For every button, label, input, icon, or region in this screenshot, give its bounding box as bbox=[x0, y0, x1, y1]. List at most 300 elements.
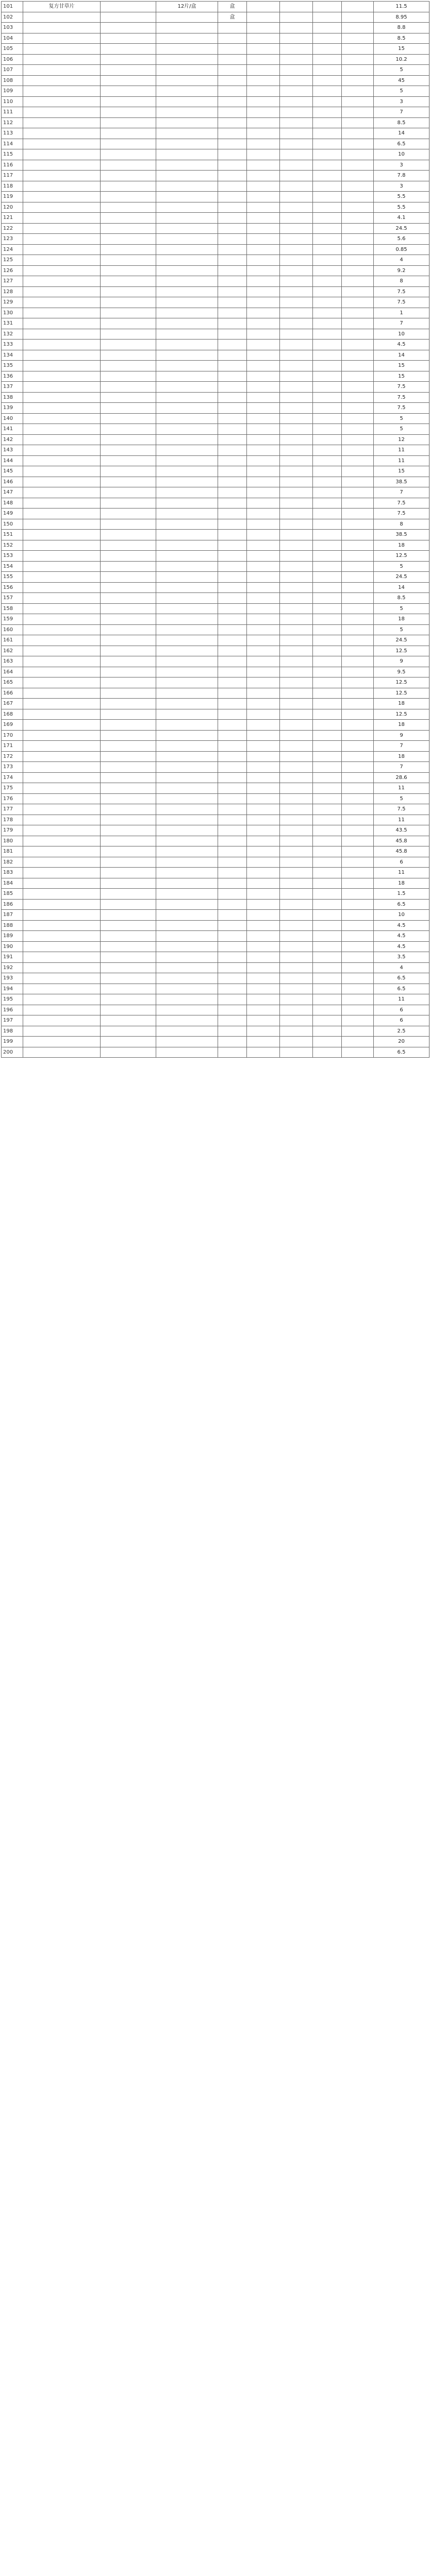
blank-cell bbox=[342, 910, 374, 921]
blank-cell bbox=[342, 593, 374, 604]
product-pack bbox=[156, 530, 218, 540]
product-manufacturer bbox=[247, 572, 280, 583]
product-manufacturer bbox=[247, 202, 280, 213]
product-manufacturer bbox=[247, 213, 280, 224]
blank-cell bbox=[342, 868, 374, 878]
table-row bbox=[2, 12, 429, 23]
product-spec bbox=[101, 340, 156, 350]
product-name bbox=[23, 762, 101, 773]
product-manufacturer bbox=[247, 434, 280, 445]
product-spec bbox=[101, 213, 156, 224]
product-name bbox=[23, 593, 101, 604]
product-manufacturer bbox=[247, 96, 280, 107]
blank-cell bbox=[342, 244, 374, 255]
product-manufacturer bbox=[247, 234, 280, 245]
product-pack bbox=[156, 276, 218, 287]
product-name bbox=[23, 65, 101, 76]
blank-cell bbox=[342, 413, 374, 424]
table-row bbox=[2, 836, 429, 846]
product-name bbox=[23, 646, 101, 656]
product-pack bbox=[156, 244, 218, 255]
row-number: 111 bbox=[2, 107, 23, 118]
table-row bbox=[2, 1015, 429, 1026]
product-name bbox=[23, 899, 101, 910]
blank-cell bbox=[280, 413, 313, 424]
blank-cell bbox=[342, 1047, 374, 1058]
product-price: 5.5 bbox=[374, 192, 429, 202]
blank-cell bbox=[280, 498, 313, 509]
row-number: 106 bbox=[2, 54, 23, 65]
table-row bbox=[2, 181, 429, 192]
row-number: 121 bbox=[2, 213, 23, 224]
row-number: 161 bbox=[2, 635, 23, 646]
product-spec bbox=[101, 793, 156, 804]
blank-cell bbox=[342, 107, 374, 118]
product-price: 9 bbox=[374, 730, 429, 741]
table-row bbox=[2, 23, 429, 33]
product-manufacturer bbox=[247, 244, 280, 255]
blank-cell bbox=[280, 65, 313, 76]
product-manufacturer bbox=[247, 498, 280, 509]
blank-cell bbox=[313, 593, 342, 604]
blank-cell bbox=[280, 857, 313, 868]
blank-cell bbox=[280, 44, 313, 55]
product-pack bbox=[156, 149, 218, 160]
blank-cell bbox=[342, 941, 374, 952]
product-spec bbox=[101, 614, 156, 625]
blank-cell bbox=[342, 361, 374, 371]
product-pack bbox=[156, 223, 218, 234]
blank-cell bbox=[280, 530, 313, 540]
product-unit bbox=[218, 899, 247, 910]
blank-cell bbox=[342, 171, 374, 181]
product-spec bbox=[101, 202, 156, 213]
table-row bbox=[2, 572, 429, 583]
product-price: 5 bbox=[374, 413, 429, 424]
blank-cell bbox=[313, 677, 342, 688]
product-spec bbox=[101, 455, 156, 466]
blank-cell bbox=[313, 952, 342, 963]
product-pack bbox=[156, 413, 218, 424]
table-row bbox=[2, 434, 429, 445]
row-number: 133 bbox=[2, 340, 23, 350]
table-row bbox=[2, 96, 429, 107]
blank-cell bbox=[313, 699, 342, 709]
product-name bbox=[23, 192, 101, 202]
product-pack bbox=[156, 434, 218, 445]
product-price: 7 bbox=[374, 318, 429, 329]
product-name bbox=[23, 23, 101, 33]
table-row bbox=[2, 340, 429, 350]
blank-cell bbox=[313, 910, 342, 921]
product-name bbox=[23, 709, 101, 720]
blank-cell bbox=[342, 984, 374, 994]
blank-cell bbox=[313, 75, 342, 86]
product-price: 1 bbox=[374, 308, 429, 318]
product-spec bbox=[101, 899, 156, 910]
blank-cell bbox=[342, 973, 374, 984]
row-number: 105 bbox=[2, 44, 23, 55]
table-row bbox=[2, 857, 429, 868]
product-name bbox=[23, 572, 101, 583]
row-number: 129 bbox=[2, 297, 23, 308]
product-name bbox=[23, 213, 101, 224]
product-name bbox=[23, 519, 101, 530]
product-unit bbox=[218, 75, 247, 86]
row-number: 136 bbox=[2, 371, 23, 382]
blank-cell bbox=[280, 635, 313, 646]
table-row bbox=[2, 44, 429, 55]
product-manufacturer bbox=[247, 54, 280, 65]
product-unit: 盒 bbox=[218, 2, 247, 12]
blank-cell bbox=[342, 139, 374, 149]
table-row bbox=[2, 530, 429, 540]
blank-cell bbox=[280, 1015, 313, 1026]
blank-cell bbox=[280, 783, 313, 794]
table-row bbox=[2, 793, 429, 804]
blank-cell bbox=[342, 762, 374, 773]
table-row bbox=[2, 741, 429, 752]
product-spec bbox=[101, 403, 156, 414]
product-name bbox=[23, 793, 101, 804]
product-unit bbox=[218, 952, 247, 963]
product-pack bbox=[156, 33, 218, 44]
blank-cell bbox=[280, 265, 313, 276]
table-row bbox=[2, 551, 429, 562]
row-number: 125 bbox=[2, 255, 23, 266]
blank-cell bbox=[280, 973, 313, 984]
blank-cell bbox=[280, 931, 313, 942]
table-row bbox=[2, 582, 429, 593]
product-pack bbox=[156, 213, 218, 224]
product-unit bbox=[218, 466, 247, 477]
product-spec bbox=[101, 434, 156, 445]
table-row bbox=[2, 255, 429, 266]
product-spec bbox=[101, 286, 156, 297]
product-name bbox=[23, 635, 101, 646]
product-manufacturer bbox=[247, 783, 280, 794]
product-name bbox=[23, 677, 101, 688]
product-unit bbox=[218, 878, 247, 889]
product-spec bbox=[101, 1015, 156, 1026]
product-price: 9.2 bbox=[374, 265, 429, 276]
table-row bbox=[2, 730, 429, 741]
row-number: 104 bbox=[2, 33, 23, 44]
blank-cell bbox=[342, 741, 374, 752]
product-manufacturer bbox=[247, 656, 280, 667]
blank-cell bbox=[280, 667, 313, 677]
blank-cell bbox=[313, 23, 342, 33]
blank-cell bbox=[342, 487, 374, 498]
blank-cell bbox=[280, 984, 313, 994]
blank-cell bbox=[342, 920, 374, 931]
product-manufacturer bbox=[247, 667, 280, 677]
table-row bbox=[2, 424, 429, 435]
row-number: 144 bbox=[2, 455, 23, 466]
product-spec bbox=[101, 931, 156, 942]
product-spec bbox=[101, 910, 156, 921]
blank-cell bbox=[313, 276, 342, 287]
product-unit bbox=[218, 361, 247, 371]
product-price: 8.5 bbox=[374, 117, 429, 128]
product-name bbox=[23, 910, 101, 921]
table-row bbox=[2, 825, 429, 836]
product-manufacturer bbox=[247, 44, 280, 55]
product-pack bbox=[156, 593, 218, 604]
product-name bbox=[23, 730, 101, 741]
blank-cell bbox=[313, 730, 342, 741]
blank-cell bbox=[313, 530, 342, 540]
product-manufacturer bbox=[247, 509, 280, 519]
blank-cell bbox=[280, 350, 313, 361]
product-unit bbox=[218, 699, 247, 709]
blank-cell bbox=[342, 234, 374, 245]
blank-cell bbox=[280, 234, 313, 245]
blank-cell bbox=[342, 572, 374, 583]
product-manufacturer bbox=[247, 139, 280, 149]
product-name bbox=[23, 1047, 101, 1058]
product-spec bbox=[101, 234, 156, 245]
blank-cell bbox=[280, 836, 313, 846]
table-row bbox=[2, 128, 429, 139]
table-row bbox=[2, 635, 429, 646]
blank-cell bbox=[313, 1015, 342, 1026]
product-name bbox=[23, 12, 101, 23]
row-number: 141 bbox=[2, 424, 23, 435]
table-row bbox=[2, 868, 429, 878]
table-row bbox=[2, 244, 429, 255]
blank-cell bbox=[342, 836, 374, 846]
product-name bbox=[23, 857, 101, 868]
product-pack bbox=[156, 181, 218, 192]
product-price: 11.5 bbox=[374, 2, 429, 12]
table-row bbox=[2, 75, 429, 86]
blank-cell bbox=[313, 836, 342, 846]
product-pack bbox=[156, 899, 218, 910]
price-table-body bbox=[2, 2, 429, 1058]
product-pack bbox=[156, 466, 218, 477]
table-row bbox=[2, 361, 429, 371]
product-pack bbox=[156, 171, 218, 181]
blank-cell bbox=[313, 223, 342, 234]
product-spec bbox=[101, 75, 156, 86]
product-price: 15 bbox=[374, 361, 429, 371]
blank-cell bbox=[313, 772, 342, 783]
product-pack bbox=[156, 635, 218, 646]
blank-cell bbox=[342, 509, 374, 519]
blank-cell bbox=[313, 128, 342, 139]
product-spec bbox=[101, 561, 156, 572]
blank-cell bbox=[280, 192, 313, 202]
row-number: 146 bbox=[2, 477, 23, 487]
product-spec bbox=[101, 445, 156, 456]
table-row bbox=[2, 286, 429, 297]
product-price: 7 bbox=[374, 762, 429, 773]
blank-cell bbox=[342, 318, 374, 329]
product-unit bbox=[218, 530, 247, 540]
product-price: 38.5 bbox=[374, 477, 429, 487]
product-pack bbox=[156, 624, 218, 635]
product-manufacturer bbox=[247, 540, 280, 551]
blank-cell bbox=[342, 656, 374, 667]
row-number: 126 bbox=[2, 265, 23, 276]
product-unit bbox=[218, 614, 247, 625]
product-unit bbox=[218, 572, 247, 583]
blank-cell bbox=[313, 899, 342, 910]
row-number: 101 bbox=[2, 2, 23, 12]
product-unit bbox=[218, 350, 247, 361]
price-table bbox=[1, 1, 429, 1058]
row-number: 138 bbox=[2, 392, 23, 403]
product-price: 5 bbox=[374, 561, 429, 572]
product-price: 6.5 bbox=[374, 899, 429, 910]
blank-cell bbox=[342, 297, 374, 308]
product-pack bbox=[156, 720, 218, 731]
product-spec bbox=[101, 1005, 156, 1015]
table-row bbox=[2, 994, 429, 1005]
blank-cell bbox=[342, 540, 374, 551]
product-spec bbox=[101, 192, 156, 202]
blank-cell bbox=[313, 2, 342, 12]
product-manufacturer bbox=[247, 107, 280, 118]
blank-cell bbox=[313, 509, 342, 519]
blank-cell bbox=[342, 308, 374, 318]
blank-cell bbox=[342, 54, 374, 65]
product-price: 3.5 bbox=[374, 952, 429, 963]
blank-cell bbox=[313, 308, 342, 318]
table-row bbox=[2, 1026, 429, 1037]
product-unit bbox=[218, 255, 247, 266]
product-price: 15 bbox=[374, 371, 429, 382]
blank-cell bbox=[280, 509, 313, 519]
table-row bbox=[2, 86, 429, 97]
product-name bbox=[23, 424, 101, 435]
blank-cell bbox=[280, 603, 313, 614]
product-manufacturer bbox=[247, 445, 280, 456]
product-pack bbox=[156, 107, 218, 118]
table-row bbox=[2, 318, 429, 329]
row-number: 198 bbox=[2, 1026, 23, 1037]
product-name bbox=[23, 815, 101, 825]
blank-cell bbox=[342, 455, 374, 466]
product-pack bbox=[156, 1005, 218, 1015]
blank-cell bbox=[280, 889, 313, 900]
product-name bbox=[23, 297, 101, 308]
product-unit bbox=[218, 1005, 247, 1015]
product-spec bbox=[101, 635, 156, 646]
product-manufacturer bbox=[247, 868, 280, 878]
product-spec bbox=[101, 530, 156, 540]
product-unit bbox=[218, 1026, 247, 1037]
product-name bbox=[23, 160, 101, 171]
product-pack bbox=[156, 139, 218, 149]
blank-cell bbox=[313, 646, 342, 656]
product-spec bbox=[101, 815, 156, 825]
table-row bbox=[2, 709, 429, 720]
row-number: 186 bbox=[2, 899, 23, 910]
table-row bbox=[2, 2, 429, 12]
product-name bbox=[23, 276, 101, 287]
blank-cell bbox=[280, 582, 313, 593]
blank-cell bbox=[342, 86, 374, 97]
blank-cell bbox=[280, 699, 313, 709]
blank-cell bbox=[342, 382, 374, 393]
product-name bbox=[23, 688, 101, 699]
table-row bbox=[2, 445, 429, 456]
table-row bbox=[2, 213, 429, 224]
product-manufacturer bbox=[247, 899, 280, 910]
blank-cell bbox=[313, 984, 342, 994]
product-spec bbox=[101, 1026, 156, 1037]
product-pack bbox=[156, 192, 218, 202]
product-unit bbox=[218, 286, 247, 297]
product-name bbox=[23, 466, 101, 477]
product-manufacturer bbox=[247, 286, 280, 297]
product-price: 10 bbox=[374, 149, 429, 160]
row-number: 124 bbox=[2, 244, 23, 255]
blank-cell bbox=[280, 762, 313, 773]
row-number: 131 bbox=[2, 318, 23, 329]
product-pack bbox=[156, 455, 218, 466]
table-row bbox=[2, 656, 429, 667]
product-spec bbox=[101, 667, 156, 677]
row-number: 189 bbox=[2, 931, 23, 942]
product-name bbox=[23, 530, 101, 540]
product-name bbox=[23, 614, 101, 625]
blank-cell bbox=[280, 772, 313, 783]
product-name bbox=[23, 720, 101, 731]
product-spec bbox=[101, 33, 156, 44]
product-price: 12.5 bbox=[374, 551, 429, 562]
product-name bbox=[23, 107, 101, 118]
product-name bbox=[23, 361, 101, 371]
blank-cell bbox=[342, 530, 374, 540]
row-number: 169 bbox=[2, 720, 23, 731]
row-number: 123 bbox=[2, 234, 23, 245]
product-spec bbox=[101, 741, 156, 752]
product-price: 12.5 bbox=[374, 646, 429, 656]
product-name bbox=[23, 603, 101, 614]
product-manufacturer bbox=[247, 65, 280, 76]
table-row bbox=[2, 308, 429, 318]
product-name bbox=[23, 255, 101, 266]
product-manufacturer bbox=[247, 1026, 280, 1037]
product-spec bbox=[101, 519, 156, 530]
blank-cell bbox=[313, 614, 342, 625]
product-name bbox=[23, 44, 101, 55]
product-pack bbox=[156, 128, 218, 139]
product-price: 15 bbox=[374, 466, 429, 477]
row-number: 162 bbox=[2, 646, 23, 656]
product-price: 6.5 bbox=[374, 973, 429, 984]
table-row bbox=[2, 667, 429, 677]
product-pack bbox=[156, 392, 218, 403]
blank-cell bbox=[342, 117, 374, 128]
product-name bbox=[23, 920, 101, 931]
row-number: 196 bbox=[2, 1005, 23, 1015]
product-name: 复方甘草片 bbox=[23, 2, 101, 12]
product-name bbox=[23, 931, 101, 942]
blank-cell bbox=[313, 192, 342, 202]
table-row bbox=[2, 973, 429, 984]
blank-cell bbox=[313, 361, 342, 371]
product-manufacturer bbox=[247, 519, 280, 530]
blank-cell bbox=[280, 371, 313, 382]
product-pack bbox=[156, 1047, 218, 1058]
product-price: 6.5 bbox=[374, 1047, 429, 1058]
product-pack bbox=[156, 308, 218, 318]
product-name bbox=[23, 181, 101, 192]
